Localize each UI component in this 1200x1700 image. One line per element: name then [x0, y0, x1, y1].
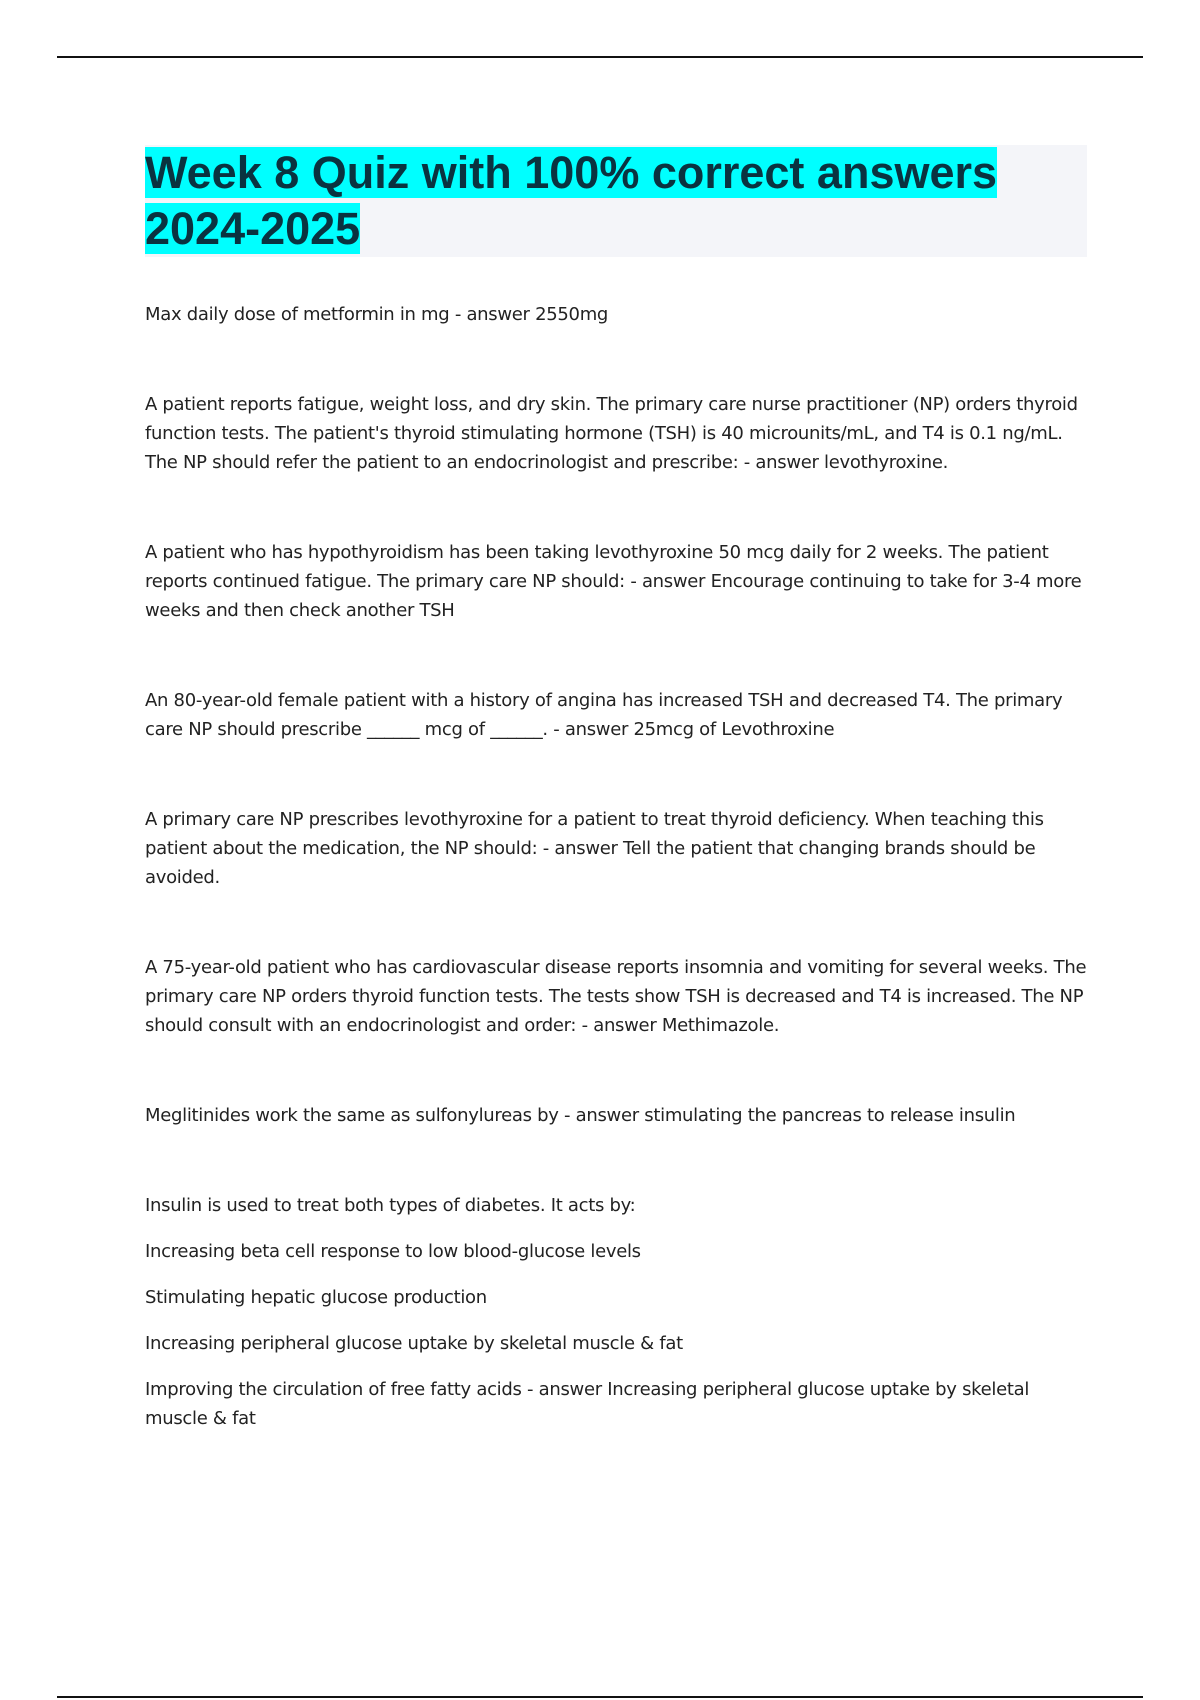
quiz-content [145, 300, 1090, 1433]
bottom-rule [57, 1696, 1143, 1698]
title-block [145, 145, 1087, 257]
insulin-question-stem: Insulin is used to treat both types of diabetes. It acts by: [145, 1195, 636, 1216]
qa-item: A 75-year-old patient who has cardiovascular disease reports insomnia and vomiting for several weeks. The primary care NP orders thyroid function tests. The tests show TSH is decreased and T4 is increased. The NP should consult with an endocrinologist and order: - answer Methimazole. [145, 957, 1087, 1036]
qa-item: An 80-year-old female patient with a history of angina has increased TSH and decreased T4. The primary care NP should prescribe ______ mcg of ______. - answer 25mcg of Levothroxine [145, 690, 1063, 740]
qa-item: A patient who has hypothyroidism has been taking levothyroxine 50 mcg daily for 2 weeks. The patient reports continued fatigue. The primary care NP should: - answer Encourage continuing to take for 3-4 more weeks and then check another TSH [145, 542, 1082, 621]
insulin-option-with-answer: Improving the circulation of free fatty acids - answer Increasing peripheral glucose uptake by skeletal muscle & fat [145, 1379, 1030, 1429]
qa-item: Meglitinides work the same as sulfonylureas by - answer stimulating the pancreas to release insulin [145, 1105, 1016, 1126]
insulin-option: Stimulating hepatic glucose production [145, 1287, 487, 1308]
document-title [145, 145, 1087, 257]
insulin-option: Increasing beta cell response to low blood-glucose levels [145, 1241, 641, 1262]
qa-item: A patient reports fatigue, weight loss, and dry skin. The primary care nurse practitioner (NP) orders thyroid function tests. The patient's thyroid stimulating hormone (TSH) is 40 microunits/mL, and T4 is 0.1 ng/mL. The NP should refer the patient to an endocrinologist and prescribe: - answer levothyroxine. [145, 394, 1078, 473]
title-highlight: Week 8 Quiz with 100% correct answers 2024-2025 [145, 147, 998, 254]
qa-item: A primary care NP prescribes levothyroxine for a patient to treat thyroid deficiency. When teaching this patient about the medication, the NP should: - answer Tell the patient that changing brands should be avoided. [145, 809, 1044, 888]
insulin-option: Increasing peripheral glucose uptake by skeletal muscle & fat [145, 1333, 683, 1354]
top-rule [57, 56, 1143, 58]
qa-item: Max daily dose of metformin in mg - answer 2550mg [145, 304, 609, 325]
